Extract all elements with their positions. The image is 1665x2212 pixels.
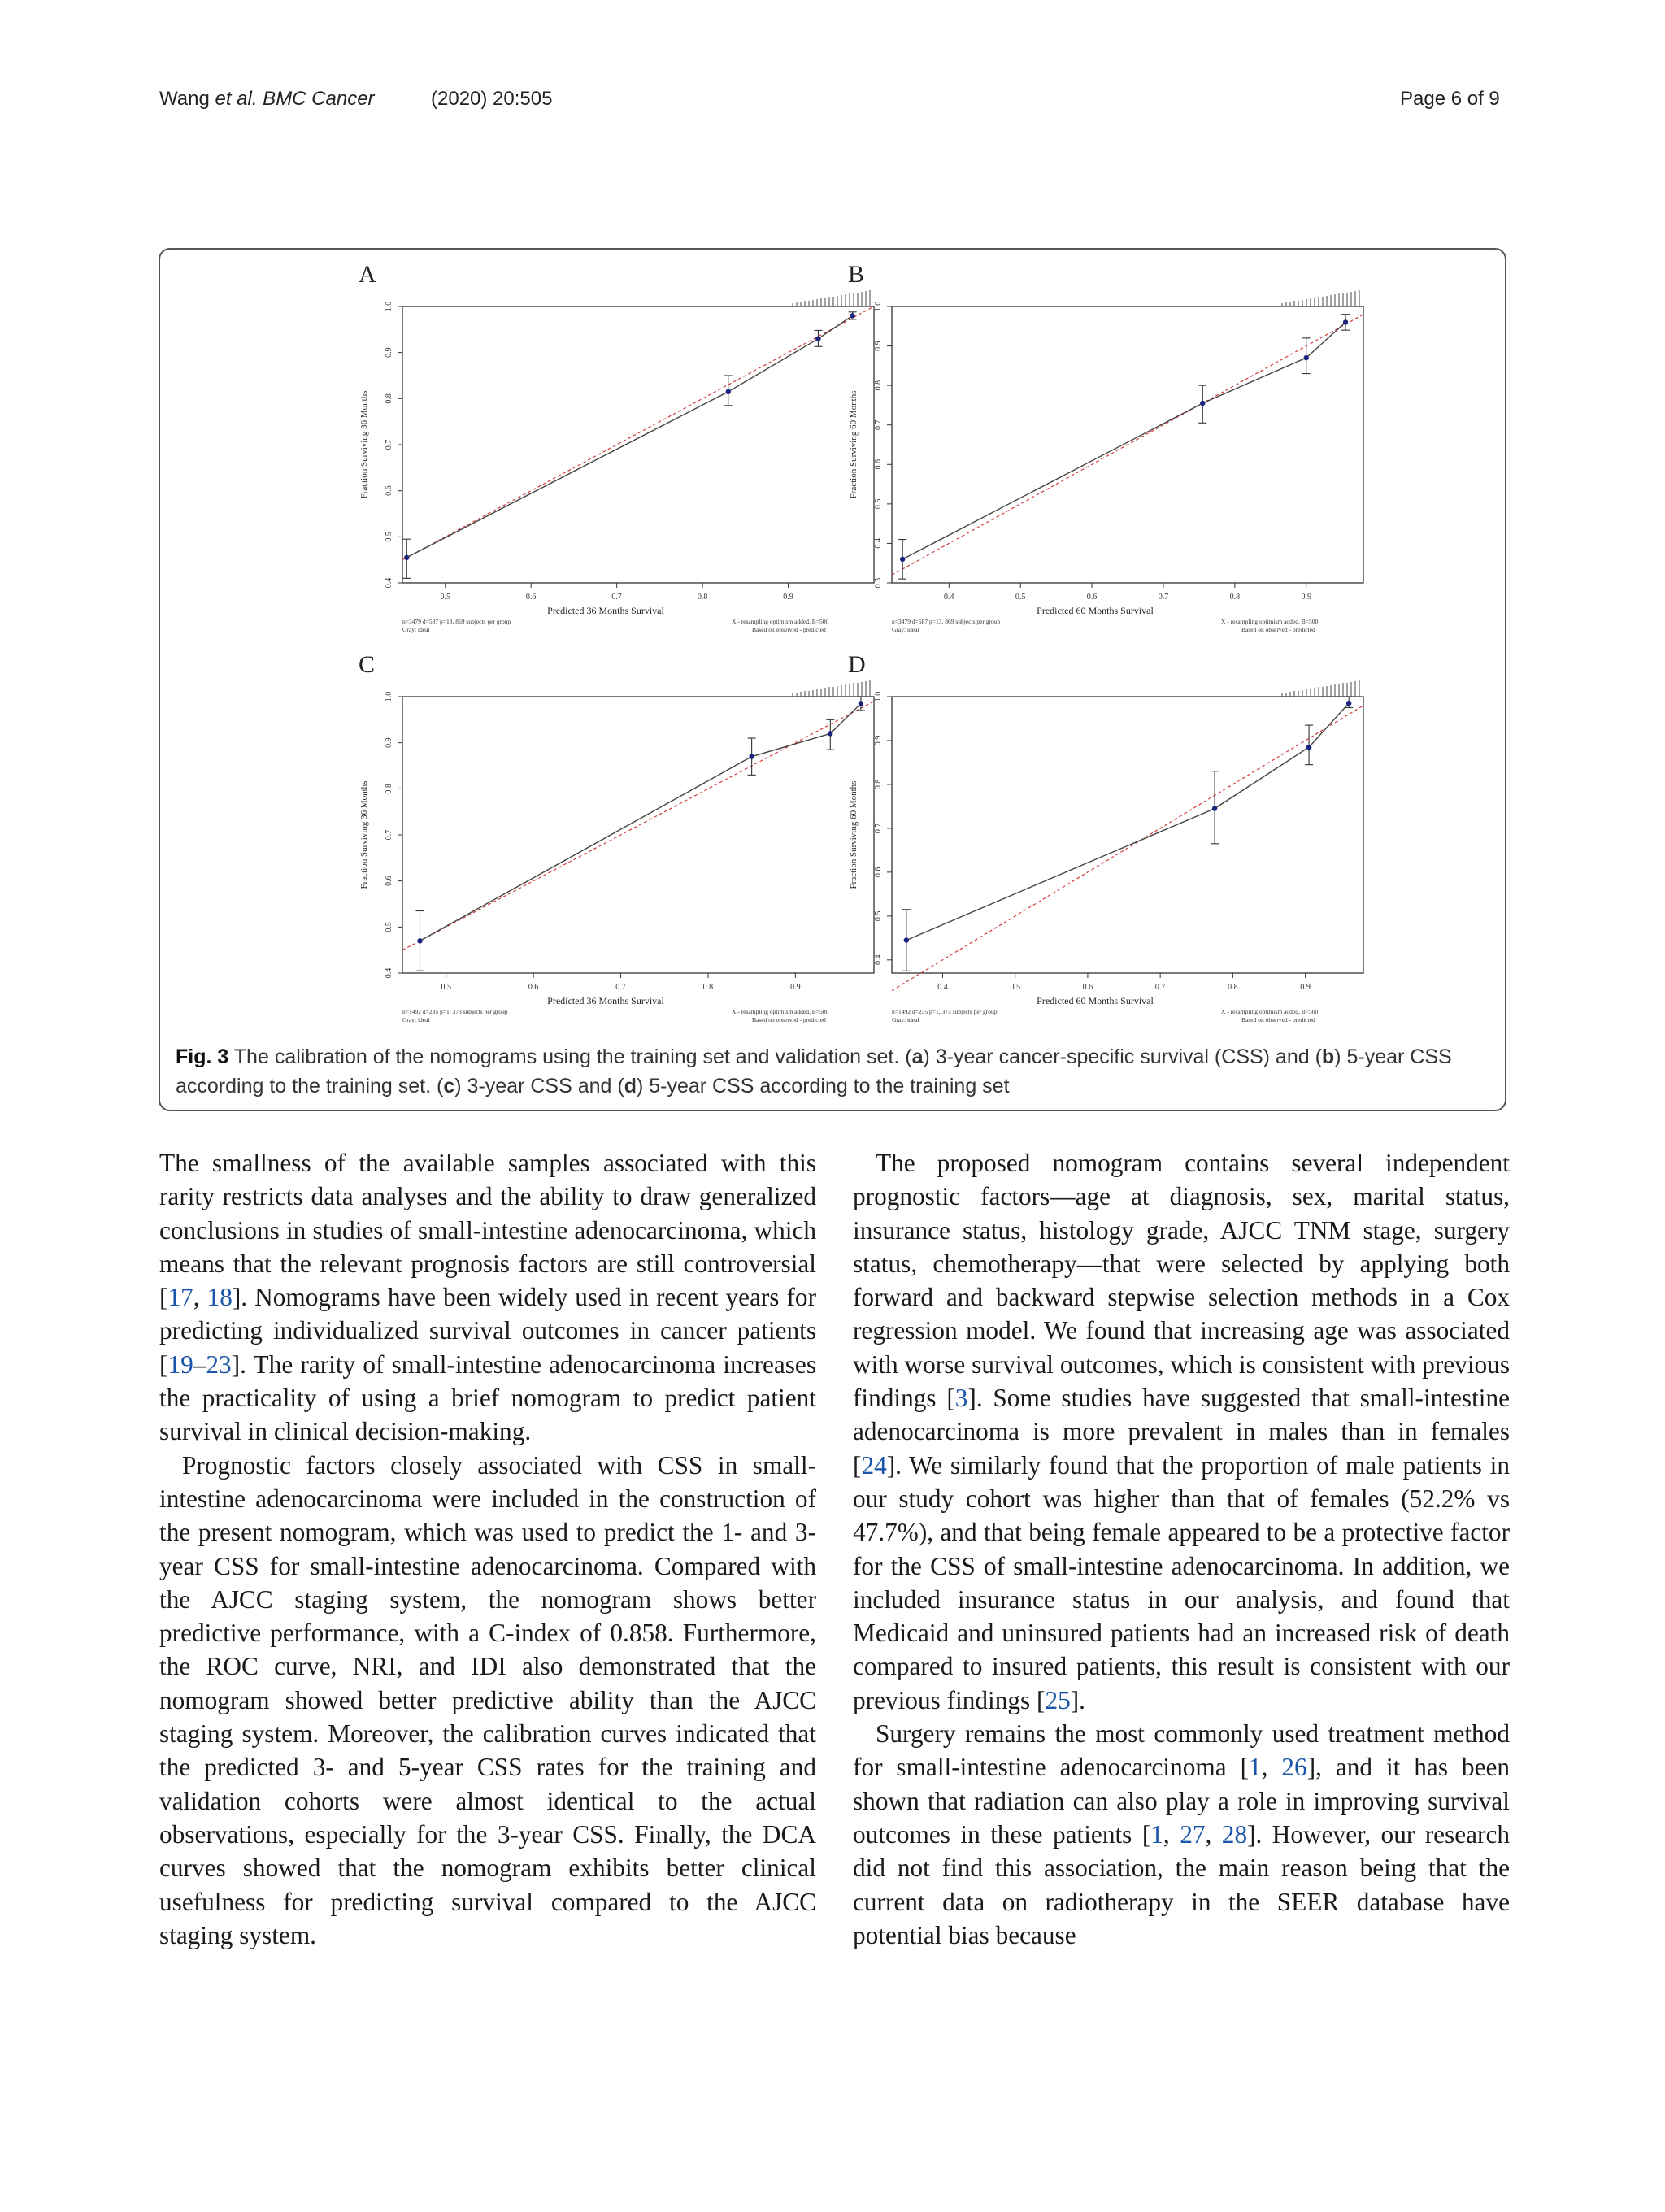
y-tick-label: 0.6 xyxy=(385,485,393,496)
y-tick-label: 0.5 xyxy=(874,910,883,922)
x-tick-label: 0.6 xyxy=(525,593,537,602)
x-tick-label: 0.7 xyxy=(615,983,626,992)
y-tick-label: 0.4 xyxy=(385,967,393,979)
data-point xyxy=(404,555,409,560)
y-axis-label: Fraction Surviving 60 Months xyxy=(849,390,859,499)
x-axis-label: Predicted 36 Months Survival xyxy=(547,605,664,616)
ideal-line xyxy=(402,306,874,560)
x-tick-label: 0.6 xyxy=(528,983,539,992)
y-tick-label: 0.9 xyxy=(874,735,883,746)
panel-letter: D xyxy=(848,651,866,678)
x-tick-label: 0.5 xyxy=(441,983,451,992)
y-tick-label: 0.5 xyxy=(385,532,393,542)
calibration-line xyxy=(420,704,860,941)
data-point xyxy=(417,938,422,943)
x-tick-label: 0.8 xyxy=(1228,983,1238,992)
ideal-line xyxy=(892,706,1363,991)
x-tick-label: 0.5 xyxy=(1010,983,1020,992)
x-tick-label: 0.6 xyxy=(1082,983,1093,992)
calibration-line xyxy=(902,322,1345,558)
y-tick-label: 0.5 xyxy=(874,498,883,510)
footnote-sample: n=1492 d=235 p=1, 373 subjects per group xyxy=(892,1008,998,1015)
y-tick-label: 0.8 xyxy=(874,380,883,391)
footnote-ideal: Gray: ideal xyxy=(402,626,430,633)
x-axis-label: Predicted 60 Months Survival xyxy=(1037,605,1154,616)
y-tick-label: 0.5 xyxy=(385,922,393,932)
citation-link[interactable]: 23 xyxy=(206,1349,232,1379)
y-tick-label: 1.0 xyxy=(385,301,393,312)
footnote-ideal: Gray: ideal xyxy=(892,626,919,633)
x-tick-label: 0.9 xyxy=(1301,593,1311,602)
running-header-citation: (2020) 20:505 xyxy=(431,88,553,110)
paragraph: The proposed nomogram contains several independent prognostic factors—age at diagnosis, sex, marital status, insurance status, histology grade, AJCC TNM stage, surgery status, chemotherapy—that were selected by applying both forward and backward stepwise selection methods in a Cox regression model. We found that increasing age was associated with worse survival outcomes, which is consistent with previous findings [3]. Some studies have suggested that small-intestine adenocarcinoma is more prevalent in males than in females [24]. We similarly found that the proportion of male patients in our study cohort was higher than that of females (52.2% vs 47.7%), and that being female appeared to be a protective factor for the CSS of small-intestine adenocarcinoma. In addition, we included insurance status in our analysis, and found that Medicaid and uninsured patients had an increased risk of death compared to insured patients, this result is consistent with our previous findings [25]. xyxy=(853,1149,1510,1714)
citation-link[interactable]: 28 xyxy=(1221,1819,1248,1849)
x-tick-label: 0.7 xyxy=(611,593,622,602)
running-header-authors: Wang et al. BMC Cancer xyxy=(159,88,375,110)
x-tick-label: 0.6 xyxy=(1086,593,1098,602)
y-tick-label: 1.0 xyxy=(874,301,883,312)
y-tick-label: 1.0 xyxy=(385,691,393,702)
footnote-basis: Based on observed - predicted xyxy=(1241,626,1315,633)
running-header-page: Page 6 of 9 xyxy=(1400,88,1500,110)
data-point xyxy=(1306,745,1311,750)
data-point xyxy=(1212,806,1217,810)
paragraph: Prognostic factors closely associated with CSS in small-intestine adenocarcinoma were included in the construction of the present nomogram, which was used to predict the 1- and 3-year CSS for small-intestine adenocarcinoma. Compared with the AJCC staging system, the nomogram shows better predictive performance, with a C-index of 0.858. Furthermore, the ROC curve, NRI, and IDI also demonstrated that the nomogram showed better predictive ability than the AJCC staging system. Moreover, the calibration curves indicated that the predicted 3- and 5-year CSS rates for the training and validation cohorts were almost identical to the actual observations, especially for the 3-year CSS. Finally, the DCA curves showed that the nomogram exhibits better clinical usefulness for predicting survival compared to the AJCC staging system. xyxy=(159,1450,816,1949)
x-tick-label: 0.8 xyxy=(697,593,708,602)
ideal-line xyxy=(892,315,1363,576)
panel-letter: C xyxy=(359,651,376,678)
footnote-sample: n=1492 d=235 p=1, 373 subjects per group xyxy=(402,1008,508,1015)
y-axis-label: Fraction Surviving 60 Months xyxy=(849,780,859,889)
data-point xyxy=(726,389,731,394)
x-axis-label: Predicted 60 Months Survival xyxy=(1037,995,1154,1006)
x-tick-label: 0.7 xyxy=(1158,593,1169,602)
x-tick-label: 0.5 xyxy=(440,593,450,602)
y-tick-label: 0.4 xyxy=(385,577,393,589)
citation-link[interactable]: 1 xyxy=(1249,1753,1262,1782)
data-point xyxy=(900,557,905,562)
citation-link[interactable]: 19 xyxy=(167,1349,193,1379)
plot-frame xyxy=(892,697,1363,973)
data-point xyxy=(828,731,832,736)
y-tick-label: 0.4 xyxy=(874,954,883,966)
data-point xyxy=(904,937,909,942)
y-tick-label: 0.9 xyxy=(385,737,393,748)
right-column xyxy=(853,1146,1510,1952)
y-tick-label: 0.4 xyxy=(874,538,883,549)
y-axis-label: Fraction Surviving 36 Months xyxy=(359,780,369,889)
calibration-panel-d xyxy=(835,648,1420,1026)
footnote-ideal: Gray: ideal xyxy=(402,1016,430,1023)
x-tick-label: 0.5 xyxy=(1015,593,1026,602)
y-tick-label: 0.7 xyxy=(874,419,883,430)
x-tick-label: 0.9 xyxy=(790,983,801,992)
x-tick-label: 0.4 xyxy=(937,983,948,992)
x-tick-label: 0.4 xyxy=(944,593,954,602)
calibration-plot-d xyxy=(835,648,1420,1026)
x-tick-label: 0.7 xyxy=(1154,983,1166,992)
footnote-basis: Based on observed - predicted xyxy=(1241,1016,1315,1023)
footnote-basis: Based on observed - predicted xyxy=(752,626,826,633)
footnote-resampling: X - resampling optimism added, B=500 xyxy=(1221,1008,1319,1015)
footnote-ideal: Gray: ideal xyxy=(892,1016,919,1023)
footnote-sample: n=3479 d=587 p=13, 869 subjects per group xyxy=(402,618,511,625)
footnote-resampling: X - resampling optimism added, B=500 xyxy=(732,1008,829,1015)
data-point xyxy=(1200,401,1205,406)
calibration-plot-b xyxy=(835,258,1420,636)
figure-caption: Fig. 3 The calibration of the nomograms using the training set and validation set. (a) 3-year cancer-specific survival (CSS) and (b) 5-year CSS according to the training set. (c) 3-year CSS and (d) 5-year CSS according to the training set xyxy=(176,1045,1452,1097)
calibration-panel-b xyxy=(835,258,1420,636)
panel-letter: A xyxy=(359,261,376,288)
y-tick-label: 1.0 xyxy=(874,691,883,702)
data-point xyxy=(1303,355,1308,360)
data-point xyxy=(1346,701,1351,706)
data-point xyxy=(815,336,820,341)
paragraph: The smallness of the available samples associated with this rarity restricts data analyses and the ability to draw generalized conclusions in studies of small-intestine adenocarcinoma, which means that the relevant prognosis factors are still controversial [17, 18]. Nomograms have been widely used in recent years for predicting individualized survival outcomes in cancer patients [19–23]. The rarity of small-intestine adenocarcinoma increases the practicality of using a brief nomogram to predict patient survival in clinical decision-making. xyxy=(159,1149,816,1446)
footnote-basis: Based on observed - predicted xyxy=(752,1016,826,1023)
citation-link[interactable]: 24 xyxy=(861,1450,887,1480)
ideal-line xyxy=(402,702,874,950)
citation-link[interactable]: 26 xyxy=(1281,1753,1307,1782)
citation-link[interactable]: 27 xyxy=(1180,1819,1206,1849)
y-tick-label: 0.6 xyxy=(874,459,883,470)
footnote-sample: n=3479 d=587 p=13, 869 subjects per group xyxy=(892,618,1001,625)
panel-letter: B xyxy=(848,261,865,288)
x-tick-label: 0.8 xyxy=(1229,593,1241,602)
data-point xyxy=(1343,319,1348,324)
y-tick-label: 0.8 xyxy=(874,779,883,790)
citation-link[interactable]: 17 xyxy=(167,1283,193,1312)
y-axis-label: Fraction Surviving 36 Months xyxy=(359,390,369,499)
y-tick-label: 0.3 xyxy=(874,577,883,589)
footnote-resampling: X - resampling optimism added, B=500 xyxy=(1221,618,1319,625)
citation-link[interactable]: 3 xyxy=(954,1384,968,1413)
x-tick-label: 0.9 xyxy=(1300,983,1311,992)
footnote-resampling: X - resampling optimism added, B=500 xyxy=(732,618,829,625)
paragraph: Surgery remains the most commonly used treatment method for small-intestine adenocarcinoma [1, 26], and it has been shown that radiation can also play a role in improving survival outcomes in these patients [1, 27, 28]. However, our research did not find this association, the main reason being that the current data on radiotherapy in the SEER database have potential bias because xyxy=(853,1719,1510,1949)
y-tick-label: 0.6 xyxy=(385,876,393,886)
x-tick-label: 0.9 xyxy=(783,593,793,602)
plot-frame xyxy=(402,697,874,973)
citation-link[interactable]: 1 xyxy=(1150,1819,1163,1849)
citation-link[interactable]: 18 xyxy=(206,1283,233,1312)
x-tick-label: 0.8 xyxy=(702,983,714,992)
data-point xyxy=(749,754,754,758)
y-tick-label: 0.8 xyxy=(385,784,393,794)
y-tick-label: 0.8 xyxy=(385,393,393,404)
y-tick-label: 0.7 xyxy=(385,439,393,450)
y-tick-label: 0.6 xyxy=(874,867,883,878)
calibration-line xyxy=(906,703,1349,940)
y-tick-label: 0.9 xyxy=(874,341,883,351)
y-tick-label: 0.7 xyxy=(874,823,883,834)
x-axis-label: Predicted 36 Months Survival xyxy=(547,995,664,1006)
y-tick-label: 0.9 xyxy=(385,347,393,358)
citation-link[interactable]: 25 xyxy=(1045,1685,1071,1714)
y-tick-label: 0.7 xyxy=(385,829,393,841)
left-column xyxy=(159,1146,816,1952)
